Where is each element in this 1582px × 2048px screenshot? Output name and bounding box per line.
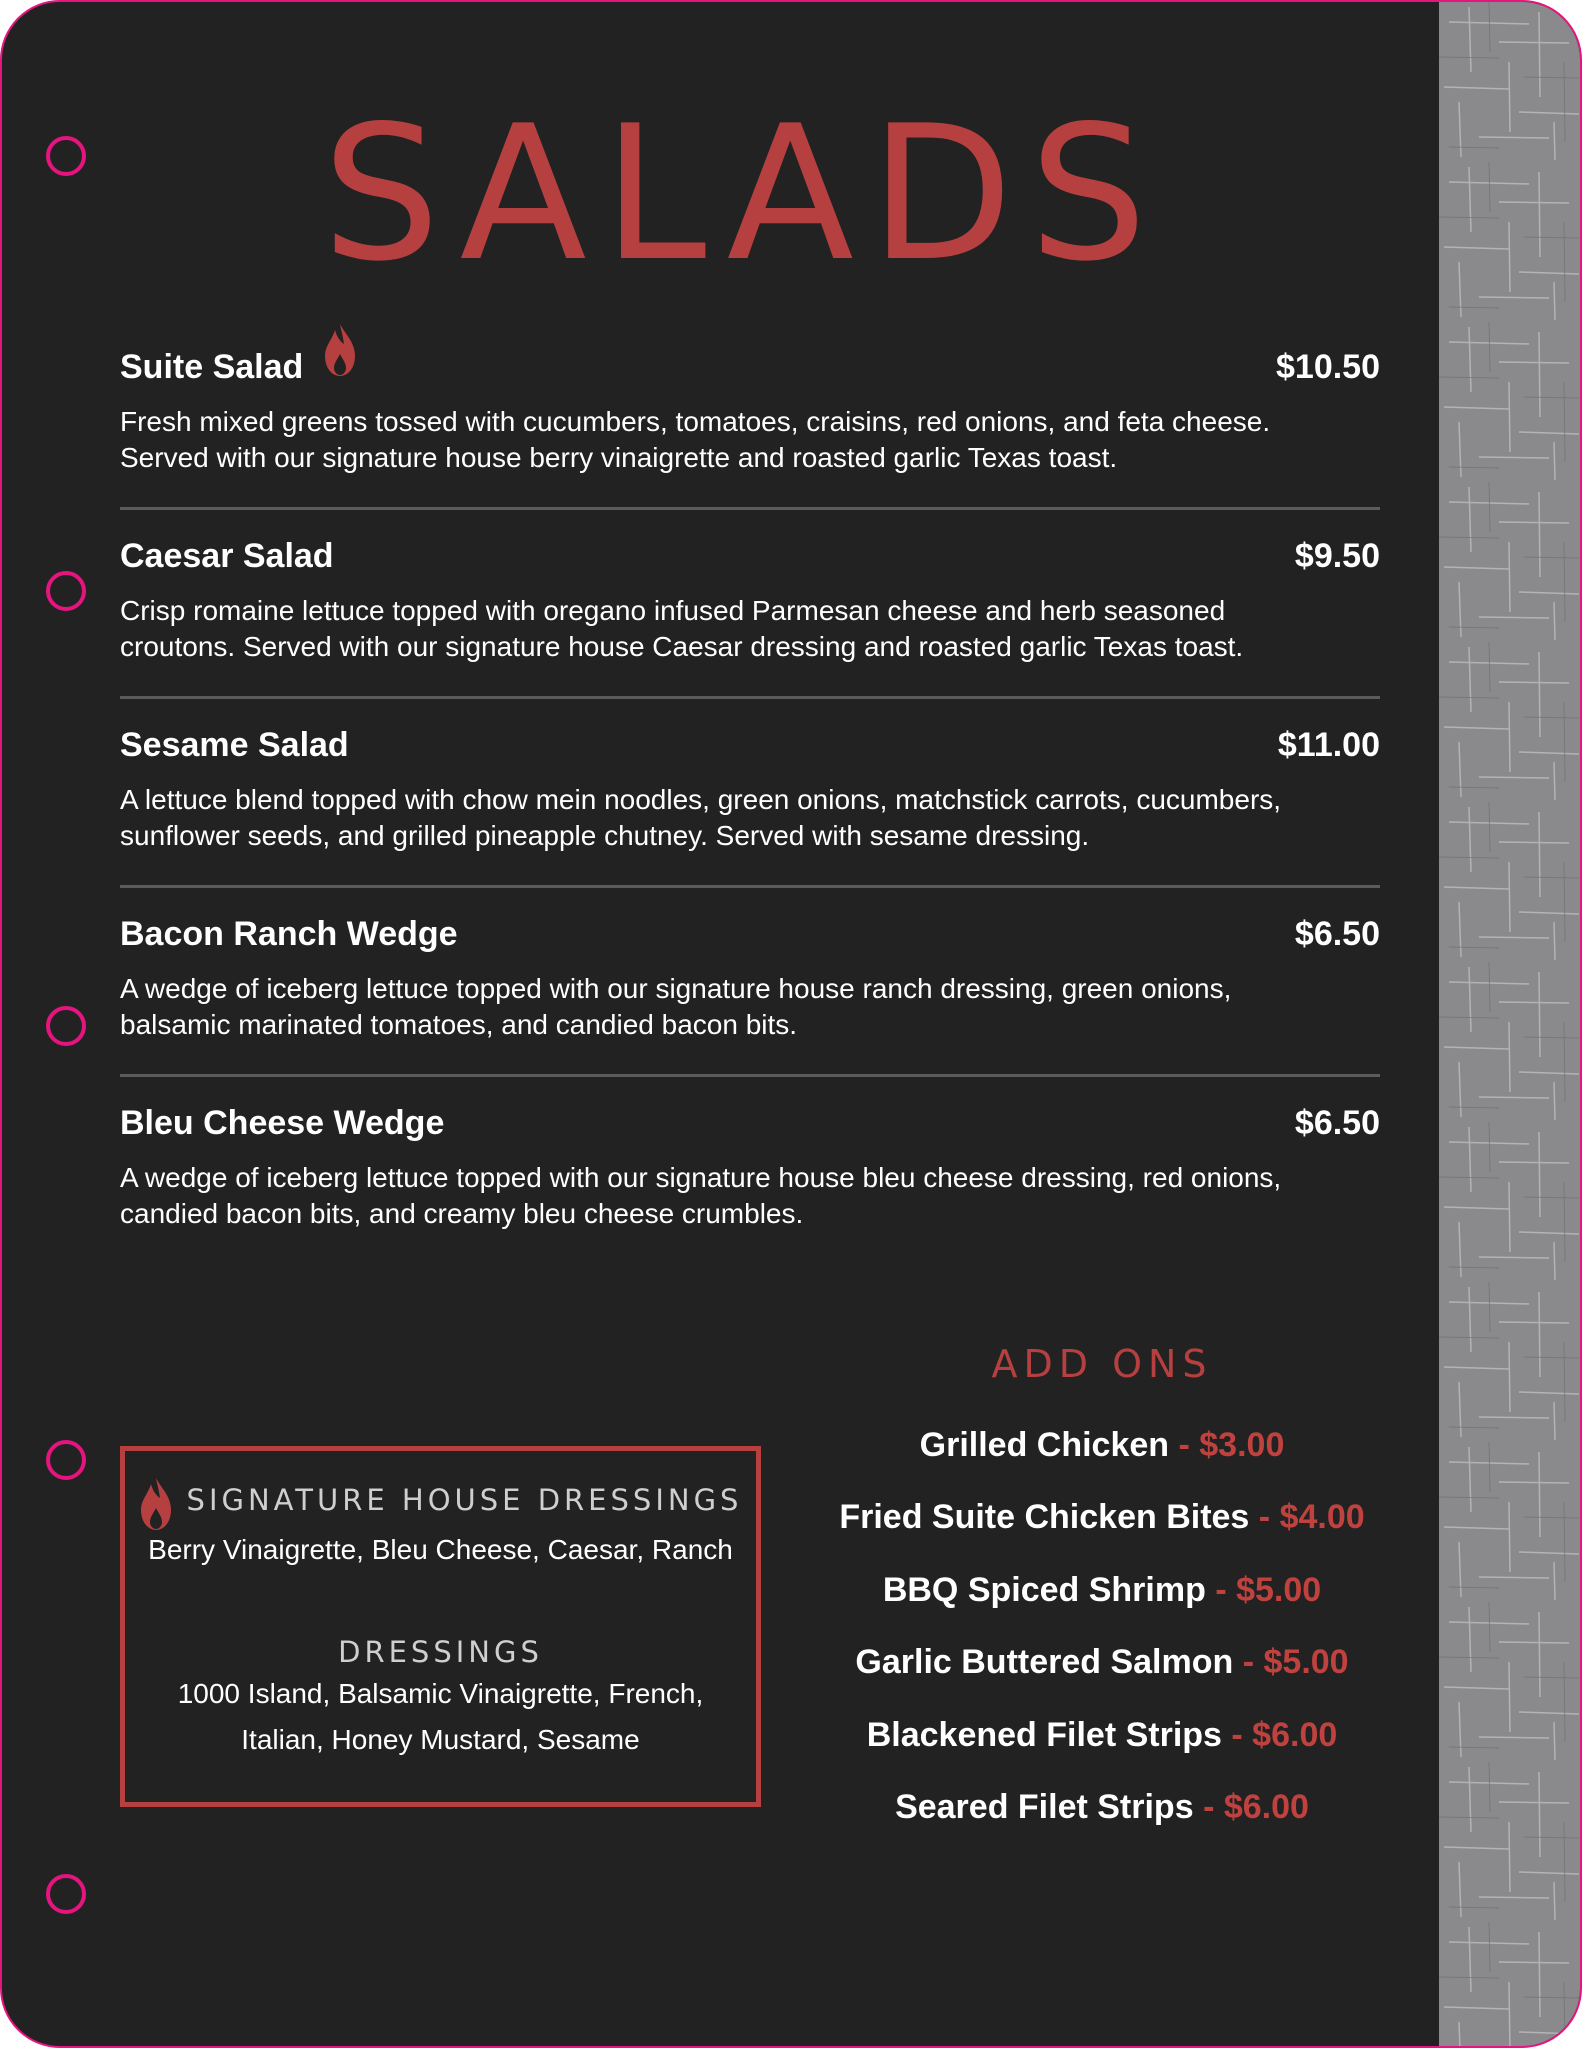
flame-icon	[139, 1476, 173, 1532]
divider	[120, 507, 1380, 510]
signature-dressings-heading	[125, 1473, 756, 1527]
addon-price: - $6.00	[1203, 1788, 1309, 1826]
divider	[120, 696, 1380, 699]
item-price: $10.50	[1276, 348, 1380, 386]
item-price: $6.50	[1294, 915, 1380, 953]
addon-name: BBQ Spiced Shrimp	[882, 1571, 1206, 1609]
binder-ring-icon	[46, 1006, 86, 1046]
addons-title: ADD ONS	[991, 1342, 1213, 1386]
addon-name: Grilled Chicken	[919, 1426, 1170, 1464]
flame-icon	[323, 322, 357, 378]
addon-price: - $3.00	[1178, 1426, 1285, 1464]
menu-item	[120, 1100, 1380, 1232]
addon-name: Blackened Filet Strips	[866, 1716, 1222, 1754]
menu-item	[120, 533, 1380, 665]
binder-ring-icon	[46, 571, 86, 611]
signature-dressings-list: Berry Vinaigrette, Bleu Cheese, Caesar, Ranch	[148, 1534, 733, 1565]
addon-price: - $4.00	[1258, 1498, 1365, 1536]
dressings-box	[120, 1446, 761, 1807]
item-description: Fresh mixed greens tossed with cucumbers, tomatoes, craisins, red onions, and feta cheese. Served with our signature house berry vinaigrette and roasted garlic Texas toast.	[120, 406, 1271, 473]
addon-item	[792, 1567, 1412, 1613]
dressings-list: 1000 Island, Balsamic Vinaigrette, French, Italian, Honey Mustard, Sesame	[177, 1678, 704, 1755]
texture-pattern	[1439, 2, 1580, 2046]
item-description: Crisp romaine lettuce topped with oregano infused Parmesan cheese and herb seasoned croutons. Served with our signature house Caesar dressing and roasted garlic Texas toast.	[120, 595, 1244, 662]
menu-item	[120, 344, 1380, 476]
menu-item	[120, 911, 1380, 1043]
binder-ring-icon	[46, 136, 86, 176]
item-name: Caesar Salad	[120, 537, 334, 575]
item-price: $6.50	[1294, 1104, 1380, 1142]
item-description: A wedge of iceberg lettuce topped with our signature house bleu cheese dressing, red onions, candied bacon bits, and creamy bleu cheese crumbles.	[120, 1162, 1282, 1229]
item-description: A lettuce blend topped with chow mein noodles, green onions, matchstick carrots, cucumbers, sunflower seeds, and grilled pineapple chutney. Served with sesame dressing.	[120, 784, 1282, 851]
item-description: A wedge of iceberg lettuce topped with our signature house ranch dressing, green onions, balsamic marinated tomatoes, and candied bacon bits.	[120, 973, 1232, 1040]
binder-ring-icon	[46, 1440, 86, 1480]
addon-price: - $5.00	[1215, 1571, 1322, 1609]
addon-price: - $6.00	[1231, 1716, 1338, 1754]
item-name: Bleu Cheese Wedge	[120, 1104, 445, 1142]
divider	[120, 1074, 1380, 1077]
texture-strip	[1439, 2, 1580, 2046]
addon-item	[792, 1494, 1412, 1540]
addon-item	[792, 1712, 1412, 1758]
item-price: $11.00	[1277, 726, 1380, 764]
binder-ring-icon	[46, 1874, 86, 1914]
addon-name: Garlic Buttered Salmon	[855, 1643, 1234, 1681]
item-name-wrap	[120, 344, 357, 390]
divider	[120, 885, 1380, 888]
addon-item	[792, 1422, 1412, 1468]
addon-item	[792, 1784, 1412, 1830]
item-name: Sesame Salad	[120, 726, 349, 764]
dressings-title: DRESSINGS	[338, 1635, 543, 1669]
addon-price: - $5.00	[1242, 1643, 1349, 1681]
item-name: Bacon Ranch Wedge	[120, 915, 458, 953]
item-name: Suite Salad	[120, 348, 304, 386]
menu-item	[120, 722, 1380, 854]
page-title: SALADS	[322, 85, 1164, 302]
addon-name: Seared Filet Strips	[895, 1788, 1194, 1826]
addon-name: Fried Suite Chicken Bites	[839, 1498, 1250, 1536]
item-price: $9.50	[1294, 537, 1380, 575]
signature-dressings-title: SIGNATURE HOUSE DRESSINGS	[186, 1483, 743, 1517]
addon-item	[792, 1639, 1412, 1685]
